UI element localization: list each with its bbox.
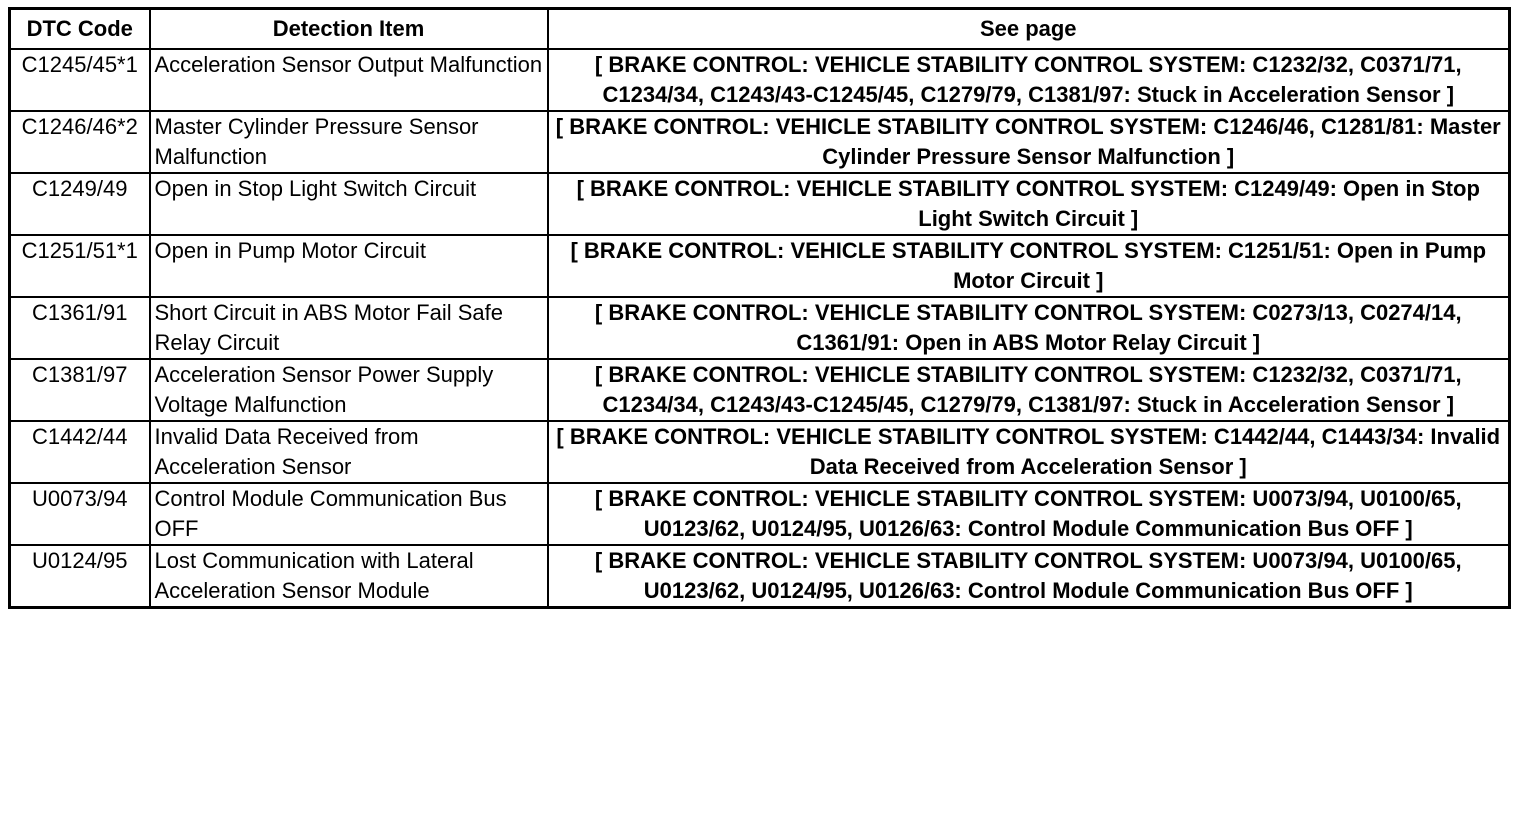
- header-see-page: See page: [548, 9, 1510, 50]
- dtc-code-cell: U0124/95: [10, 545, 150, 608]
- dtc-code-cell: C1381/97: [10, 359, 150, 421]
- header-dtc-code: DTC Code: [10, 9, 150, 50]
- see-page-link[interactable]: [ BRAKE CONTROL: VEHICLE STABILITY CONTROL SYSTEM: U0073/94, U0100/65, U0123/62, U0124/95, U0126/63: Control Module Communication Bus OFF ]: [548, 483, 1510, 545]
- dtc-code-cell: C1442/44: [10, 421, 150, 483]
- header-detection-item: Detection Item: [150, 9, 548, 50]
- see-page-link[interactable]: [ BRAKE CONTROL: VEHICLE STABILITY CONTROL SYSTEM: C1246/46, C1281/81: Master Cylinder Pressure Sensor Malfunction ]: [548, 111, 1510, 173]
- dtc-code-cell: C1249/49: [10, 173, 150, 235]
- table-row: [10, 297, 1510, 359]
- see-page-link[interactable]: [ BRAKE CONTROL: VEHICLE STABILITY CONTROL SYSTEM: C1442/44, C1443/34: Invalid Data Received from Acceleration Sensor ]: [548, 421, 1510, 483]
- dtc-code-cell: C1251/51*1: [10, 235, 150, 297]
- dtc-code-cell: C1361/91: [10, 297, 150, 359]
- table-row: [10, 49, 1510, 111]
- see-page-link[interactable]: [ BRAKE CONTROL: VEHICLE STABILITY CONTROL SYSTEM: C1251/51: Open in Pump Motor Circuit ]: [548, 235, 1510, 297]
- table-row: [10, 235, 1510, 297]
- detection-item-cell: Acceleration Sensor Output Malfunction: [150, 49, 548, 111]
- table-header-row: [10, 9, 1510, 50]
- detection-item-cell: Control Module Communication Bus OFF: [150, 483, 548, 545]
- see-page-link[interactable]: [ BRAKE CONTROL: VEHICLE STABILITY CONTROL SYSTEM: C1232/32, C0371/71, C1234/34, C1243/43-C1245/45, C1279/79, C1381/97: Stuck in Acceleration Sensor ]: [548, 359, 1510, 421]
- detection-item-cell: Open in Stop Light Switch Circuit: [150, 173, 548, 235]
- table-row: [10, 359, 1510, 421]
- see-page-link[interactable]: [ BRAKE CONTROL: VEHICLE STABILITY CONTROL SYSTEM: C1249/49: Open in Stop Light Switch Circuit ]: [548, 173, 1510, 235]
- table-row: [10, 483, 1510, 545]
- dtc-code-cell: C1245/45*1: [10, 49, 150, 111]
- detection-item-cell: Master Cylinder Pressure Sensor Malfunction: [150, 111, 548, 173]
- table-row: [10, 111, 1510, 173]
- detection-item-cell: Acceleration Sensor Power Supply Voltage Malfunction: [150, 359, 548, 421]
- dtc-code-cell: U0073/94: [10, 483, 150, 545]
- table-row: [10, 545, 1510, 608]
- see-page-link[interactable]: [ BRAKE CONTROL: VEHICLE STABILITY CONTROL SYSTEM: C0273/13, C0274/14, C1361/91: Open in ABS Motor Relay Circuit ]: [548, 297, 1510, 359]
- table-row: [10, 421, 1510, 483]
- see-page-link[interactable]: [ BRAKE CONTROL: VEHICLE STABILITY CONTROL SYSTEM: C1232/32, C0371/71, C1234/34, C1243/43-C1245/45, C1279/79, C1381/97: Stuck in Acceleration Sensor ]: [548, 49, 1510, 111]
- detection-item-cell: Invalid Data Received from Acceleration Sensor: [150, 421, 548, 483]
- detection-item-cell: Short Circuit in ABS Motor Fail Safe Relay Circuit: [150, 297, 548, 359]
- dtc-code-cell: C1246/46*2: [10, 111, 150, 173]
- detection-item-cell: Open in Pump Motor Circuit: [150, 235, 548, 297]
- table-row: [10, 173, 1510, 235]
- dtc-table: [8, 7, 1511, 609]
- detection-item-cell: Lost Communication with Lateral Acceleration Sensor Module: [150, 545, 548, 608]
- see-page-link[interactable]: [ BRAKE CONTROL: VEHICLE STABILITY CONTROL SYSTEM: U0073/94, U0100/65, U0123/62, U0124/95, U0126/63: Control Module Communication Bus OFF ]: [548, 545, 1510, 608]
